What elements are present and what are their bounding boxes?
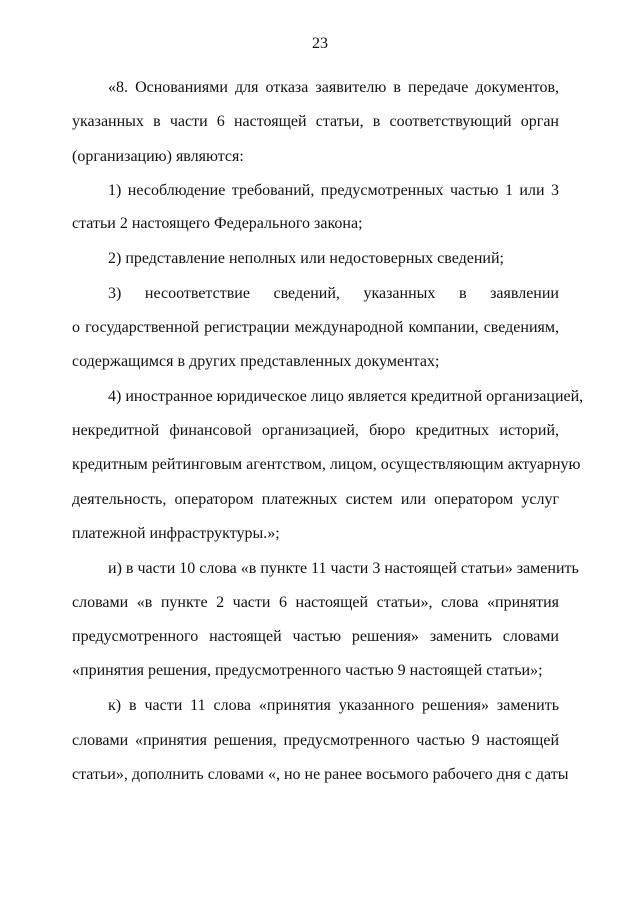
text-line: кредитным рейтинговым агентством, лицом, осуществляющим актуарную <box>72 456 581 473</box>
text-line: статьи», дополнить словами «, но не ранее восьмого рабочего дня с даты <box>72 766 569 783</box>
text-line: о государственной регистрации международной компании, сведениям, <box>72 319 559 336</box>
text-line: «8. Основаниями для отказа заявителю в передаче документов, <box>108 79 559 96</box>
page-number: 23 <box>312 35 328 52</box>
text-line: некредитной финансовой организацией, бюро кредитных историй, <box>72 422 559 439</box>
text-line: к) в части 11 слова «принятия указанного решения» заменить <box>108 697 559 714</box>
text-line: 3) несоответствие сведений, указанных в заявлении <box>108 285 559 302</box>
text-line: словами «в пункте 2 части 6 настоящей статьи», слова «принятия <box>72 594 559 611</box>
text-line: статьи 2 настоящего Федерального закона; <box>72 215 363 232</box>
text-line: предусмотренного настоящей частью решения» заменить словами <box>72 628 559 645</box>
text-line: «принятия решения, предусмотренного частью 9 настоящей статьи»; <box>72 662 543 679</box>
text-line: указанных в части 6 настоящей статьи, в соответствующий орган <box>72 113 559 130</box>
text-line: 1) несоблюдение требований, предусмотренных частью 1 или 3 <box>108 182 559 199</box>
text-line: содержащимся в других представленных документах; <box>72 353 440 370</box>
text-line: 4) иностранное юридическое лицо является кредитной организацией, <box>108 388 584 405</box>
text-line: (организацию) являются: <box>72 148 244 165</box>
text-line: деятельность, оператором платежных систем или оператором услуг <box>72 491 559 508</box>
text-line: платежной инфраструктуры.»; <box>72 525 280 542</box>
text-line: словами «принятия решения, предусмотренного частью 9 настоящей <box>72 732 559 749</box>
text-line: 2) представление неполных или недостоверных сведений; <box>108 250 504 267</box>
text-line: и) в части 10 слова «в пункте 11 части 3 настоящей статьи» заменить <box>108 560 579 577</box>
